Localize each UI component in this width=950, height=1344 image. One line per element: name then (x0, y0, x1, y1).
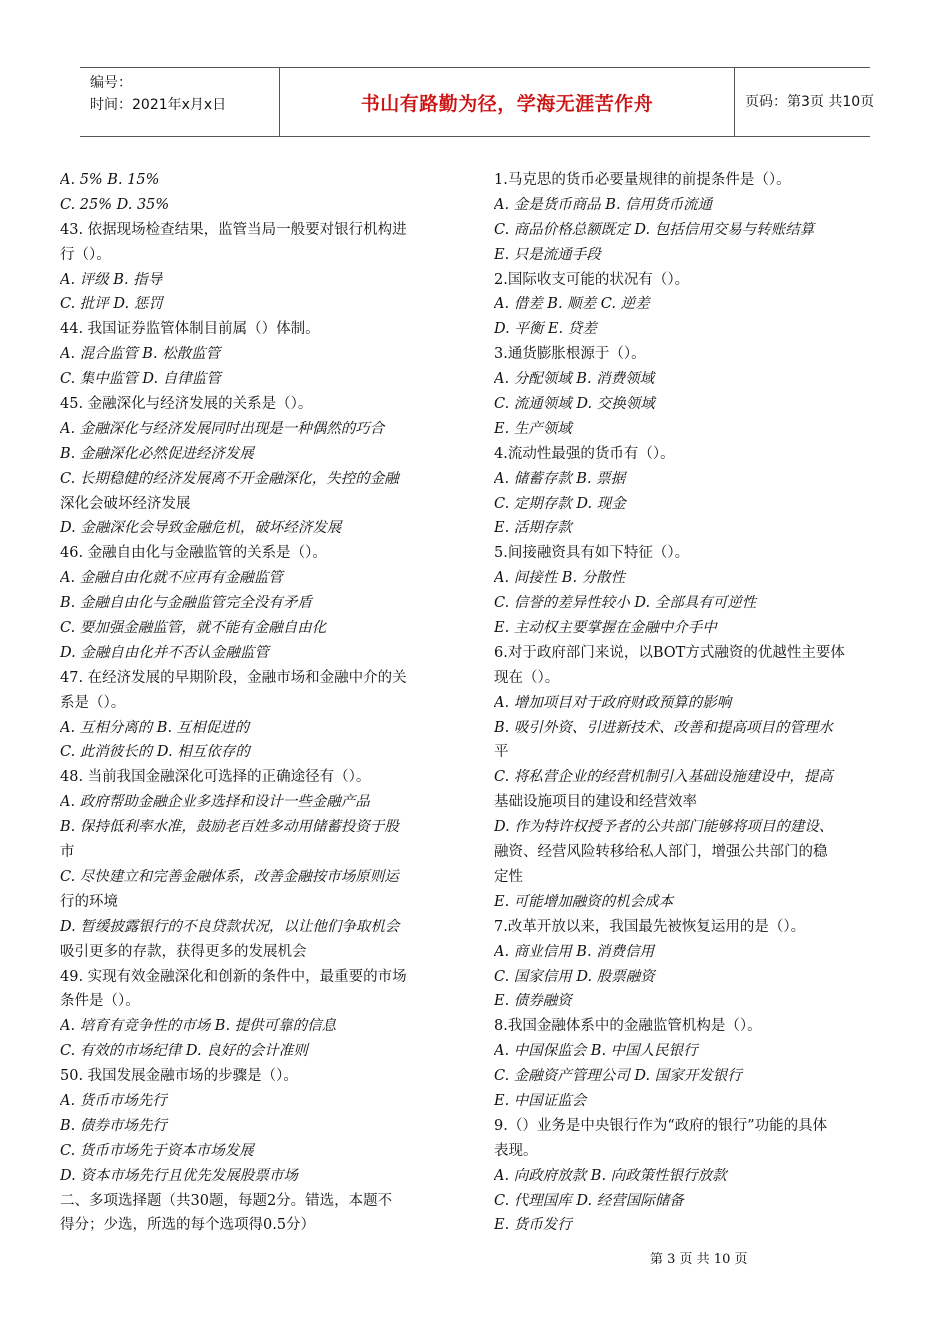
text-line: 行（）。 (60, 246, 111, 263)
text-line: B. 债券市场先行 (60, 1117, 167, 1134)
text-line: C. 商品价格总额既定 D. 包括信用交易与转账结算 (494, 221, 815, 238)
text-line: D. 金融深化会导致金融危机，破坏经济发展 (60, 520, 342, 537)
text-line: E. 货币发行 (494, 1217, 572, 1234)
text-line: E. 可能增加融资的机会成本 (494, 893, 674, 910)
text-line: A. 借差 B. 顺差 C. 逆差 (494, 296, 650, 313)
text-line: B. 吸引外资、引进新技术、改善和提高项目的管理水 (494, 719, 833, 736)
text-line: C. 尽快建立和完善金融体系，改善金融按市场原则运 (60, 868, 399, 885)
text-line: C. 有效的市场纪律 D. 良好的会计准则 (60, 1043, 308, 1060)
text-line: 吸引更多的存款，获得更多的发展机会 (60, 943, 307, 960)
text-line: 二、多项选择题（共30题，每题2分。错选，本题不 (60, 1192, 393, 1209)
text-line: A. 金融自由化就不应再有金融监管 (60, 570, 283, 587)
text-line: B. 金融深化必然促进经济发展 (60, 445, 254, 462)
text-line: C. 代理国库 D. 经营国际储备 (494, 1192, 684, 1209)
text-line: C. 信誉的差异性较小 D. 全部具有可逆性 (494, 595, 757, 612)
text-line: B. 保持低利率水准，鼓励老百姓多动用储蓄投资于股 (60, 819, 399, 836)
text-line: C. 流通领域 D. 交换领域 (494, 396, 655, 413)
text-line: 8.我国金融体系中的金融监管机构是（）。 (494, 1018, 762, 1035)
header-motto-cell (280, 68, 735, 136)
text-line: C. 长期稳健的经济发展离不开金融深化，失控的金融 (60, 470, 399, 487)
text-line: D. 作为特许权授予者的公共部门能够将项目的建设、 (494, 819, 834, 836)
text-line: E. 主动权主要掌握在金融中介手中 (494, 620, 717, 637)
text-line: C. 此消彼长的 D. 相互依存的 (60, 744, 250, 761)
header-motto: 书山有路勤为径，学海无涯苦作舟 (360, 92, 654, 115)
text-line: A. 培育有竞争性的市场 B. 提供可靠的信息 (60, 1018, 337, 1035)
text-line: D. 暂缓披露银行的不良贷款状况，以让他们争取机会 (60, 918, 400, 935)
text-line: A. 商业信用 B. 消费信用 (494, 943, 655, 960)
text-line: 基础设施项目的建设和经营效率 (494, 794, 697, 811)
text-line: 6.对于政府部门来说，以BOT方式融资的优越性主要体 (494, 644, 845, 661)
text-line: E. 只是流通手段 (494, 246, 601, 263)
text-line: 定性 (494, 868, 523, 885)
text-line: 49. 实现有效金融深化和创新的条件中，最重要的市场 (60, 968, 407, 985)
text-line: 3.通货膨胀根源于（）。 (494, 346, 646, 363)
text-line: A. 5% B. 15% (60, 172, 160, 188)
text-line: 1.马克思的货币必要量规律的前提条件是（）。 (494, 172, 791, 188)
text-line: A. 混合监管 B. 松散监管 (60, 346, 221, 363)
header-page-label: 页码：第3页 共10页 (745, 94, 875, 110)
text-line: D. 金融自由化并不否认金融监管 (60, 644, 269, 661)
text-line: 9.（）业务是中央银行作为“政府的银行”功能的具体 (494, 1117, 828, 1134)
text-line: 平 (494, 744, 509, 761)
text-line: A. 间接性 B. 分散性 (494, 570, 626, 587)
text-line: 48. 当前我国金融深化可选择的正确途径有（）。 (60, 769, 371, 786)
text-line: 47. 在经济发展的早期阶段，金融市场和金融中介的关 (60, 669, 407, 686)
text-line: 表现。 (494, 1142, 538, 1159)
text-line: 得分；少选，所选的每个选项得0.5分） (60, 1217, 316, 1234)
text-line: C. 货币市场先于资本市场发展 (60, 1142, 254, 1159)
text-line: 现在（）。 (494, 669, 560, 686)
text-line: A. 分配领域 B. 消费领域 (494, 371, 655, 388)
header-meta-cell (80, 68, 280, 136)
text-line: A. 金是货币商品 B. 信用货币流通 (494, 196, 713, 213)
text-line: 2.国际收支可能的状况有（）。 (494, 271, 690, 288)
document-time-label: 时间：2021年x月x日 (90, 97, 227, 113)
text-line: 市 (60, 844, 75, 861)
text-line: 50. 我国发展金融市场的步骤是（）。 (60, 1068, 298, 1085)
text-line: C. 要加强金融监管，就不能有金融自由化 (60, 620, 327, 637)
text-line: C. 25% D. 35% (60, 196, 170, 213)
text-line: A. 储蓄存款 B. 票据 (494, 470, 626, 487)
text-line: C. 批评 D. 惩罚 (60, 296, 163, 313)
text-line: C. 金融资产管理公司 D. 国家开发银行 (494, 1068, 742, 1085)
text-line: C. 国家信用 D. 股票融资 (494, 968, 655, 985)
text-line: 7.改革开放以来，我国最先被恢复运用的是（）。 (494, 918, 806, 935)
header-page-cell (735, 68, 875, 136)
text-line: A. 政府帮助金融企业多选择和设计一些金融产品 (60, 794, 370, 811)
text-line: A. 向政府放款 B. 向政策性银行放款 (494, 1167, 727, 1184)
text-line: E. 中国证监会 (494, 1092, 587, 1109)
text-line: A. 中国保监会 B. 中国人民银行 (494, 1043, 698, 1060)
text-line: 4.流动性最强的货币有（）。 (494, 445, 675, 462)
text-line: E. 债券融资 (494, 993, 572, 1010)
page-footer: 第 3 页 共 10 页 (650, 1252, 748, 1267)
text-line: 条件是（）。 (60, 993, 140, 1010)
text-line: 45. 金融深化与经济发展的关系是（）。 (60, 396, 313, 413)
text-line: E. 生产领域 (494, 420, 572, 437)
right-column (494, 168, 894, 1238)
text-line: A. 金融深化与经济发展同时出现是一种偶然的巧合 (60, 420, 385, 437)
text-line: A. 互相分离的 B. 互相促进的 (60, 719, 250, 736)
text-line: C. 将私营企业的经营机制引入基础设施建设中，提高 (494, 769, 833, 786)
text-line: 行的环境 (60, 893, 118, 910)
text-line: 深化会破坏经济发展 (60, 495, 191, 512)
document-number-label: 编号： (90, 75, 132, 91)
text-line: 43. 依据现场检查结果，监管当局一般要对银行机构进 (60, 221, 407, 238)
page-header (80, 67, 875, 137)
text-line: A. 评级 B. 指导 (60, 271, 163, 288)
text-line: 5.间接融资具有如下特征（）。 (494, 545, 690, 562)
text-line: D. 平衡 E. 贷差 (494, 321, 597, 338)
text-line: B. 金融自由化与金融监管完全没有矛盾 (60, 595, 312, 612)
text-line: 46. 金融自由化与金融监管的关系是（）。 (60, 545, 327, 562)
text-line: 44. 我国证券监管体制目前属（）体制。 (60, 321, 320, 338)
left-column (60, 168, 460, 1238)
text-line: 融资、经营风险转移给私人部门，增强公共部门的稳 (494, 844, 828, 861)
text-line: C. 集中监管 D. 自律监管 (60, 371, 221, 388)
text-line: E. 活期存款 (494, 520, 572, 537)
text-line: A. 货币市场先行 (60, 1092, 167, 1109)
text-line: 系是（）。 (60, 694, 126, 711)
text-line: D. 资本市场先行且优先发展股票市场 (60, 1167, 298, 1184)
text-line: C. 定期存款 D. 现金 (494, 495, 626, 512)
text-line: A. 增加项目对于政府财政预算的影响 (494, 694, 732, 711)
